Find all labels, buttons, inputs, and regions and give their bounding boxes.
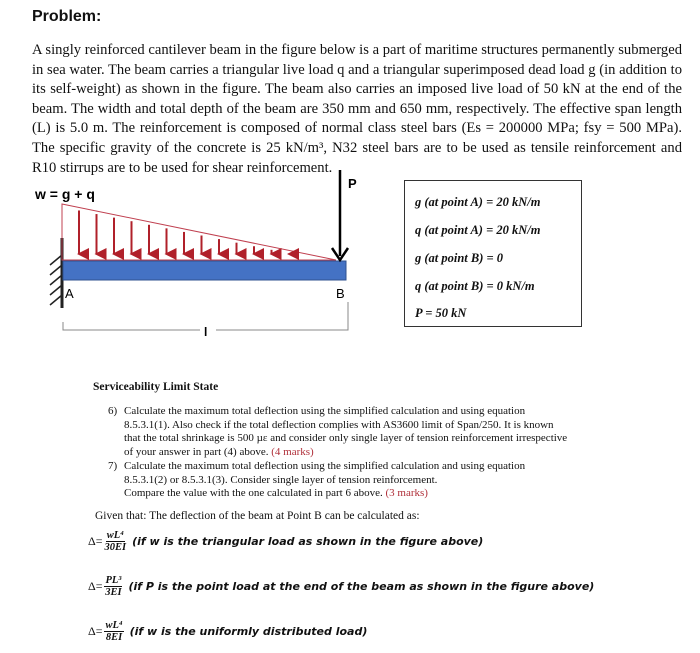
given-value: P = 50 kN <box>415 306 467 320</box>
beam <box>63 261 346 280</box>
given-value: g (at point A) = 20 kN/m <box>415 195 541 209</box>
question-line: Compare the value with the one calculated in part 6 above. <box>124 487 383 500</box>
numerator: wL⁴ <box>106 530 124 541</box>
given-value: q (at point B) = 0 kN/m <box>415 279 535 293</box>
equation-point-load <box>88 575 594 598</box>
question-number: 6) <box>108 405 118 417</box>
marks: (3 marks) <box>385 487 428 500</box>
given-value: q (at point A) = 20 kN/m <box>415 223 541 237</box>
equation-udl <box>88 620 367 643</box>
question-line: 8.5.3.1(1). Also check if the total deflection complies with AS3600 limit of Span/250. It is known <box>124 418 554 431</box>
equation-condition: (if P is the point load at the end of the beam as shown in the figure above) <box>128 580 595 593</box>
fixed-support-hatch <box>50 238 62 308</box>
marks: (4 marks) <box>271 445 314 458</box>
equation-lhs: Δ= <box>88 624 103 638</box>
end-b-label: B <box>336 286 345 301</box>
numerator: PL³ <box>105 575 122 586</box>
load-label: w = g + q <box>35 186 95 202</box>
question-line: 8.5.3.1(2) or 8.5.3.1(3). Consider single layer of tension reinforcement. <box>124 473 438 486</box>
triangular-load <box>62 204 336 260</box>
question-line: Calculate the maximum total deflection using the simplified calculation and using equation <box>124 460 526 472</box>
given-values-box <box>404 180 582 327</box>
given-intro: Given that: The deflection of the beam at Point B can be calculated as: <box>95 510 420 522</box>
given-value: g (at point B) = 0 <box>415 251 504 265</box>
question-number: 7) <box>108 460 118 472</box>
support-a-label: A <box>65 286 74 301</box>
question-line: of your answer in part (4) above. <box>124 445 269 458</box>
cantilever-beam-diagram <box>30 170 400 350</box>
denominator: 30EI <box>104 542 127 553</box>
equation-lhs: Δ= <box>88 579 103 593</box>
question-line: that the total shrinkage is 500 µε and consider only single layer of tension reinforcement irrespective <box>124 432 568 445</box>
equation-triangular <box>88 530 483 553</box>
point-load-label: P <box>348 176 357 191</box>
equation-condition: (if w is the uniformly distributed load) <box>129 625 368 638</box>
span-label: l <box>204 325 208 339</box>
denominator: 8EI <box>105 632 123 643</box>
problem-title: Problem: <box>32 8 102 25</box>
denominator: 3EI <box>105 587 122 598</box>
numerator: wL⁴ <box>105 620 123 631</box>
problem-statement: A singly reinforced cantilever beam in the figure below is a part of maritime structures permanently submerged in sea water. The beam carries a triangular live load q and a triangular superimposed dead load g (in addition to its self-weight) as shown in the figure. The beam also carries an imposed live load of 50 kN at the end of the beam. The width and total depth of the beam are 350 mm and 650 mm, respectively. The effective span length (L) is 5.0 m. The reinforcement is composed of normal class steel bars (Es = 200000 MPa; fsy = 500 MPa). The specific gravity of the concrete is 25 kN/m³, N32 steel bars are to be used as tensile reinforcement and R10 stirrups are to be used for shear reinforcement. <box>32 42 682 176</box>
section-title: Serviceability Limit State <box>93 381 219 393</box>
equation-lhs: Δ= <box>88 534 103 548</box>
question-line: Calculate the maximum total deflection using the simplified calculation and using equation <box>124 405 526 417</box>
equation-condition: (if w is the triangular load as shown in the figure above) <box>132 535 484 548</box>
